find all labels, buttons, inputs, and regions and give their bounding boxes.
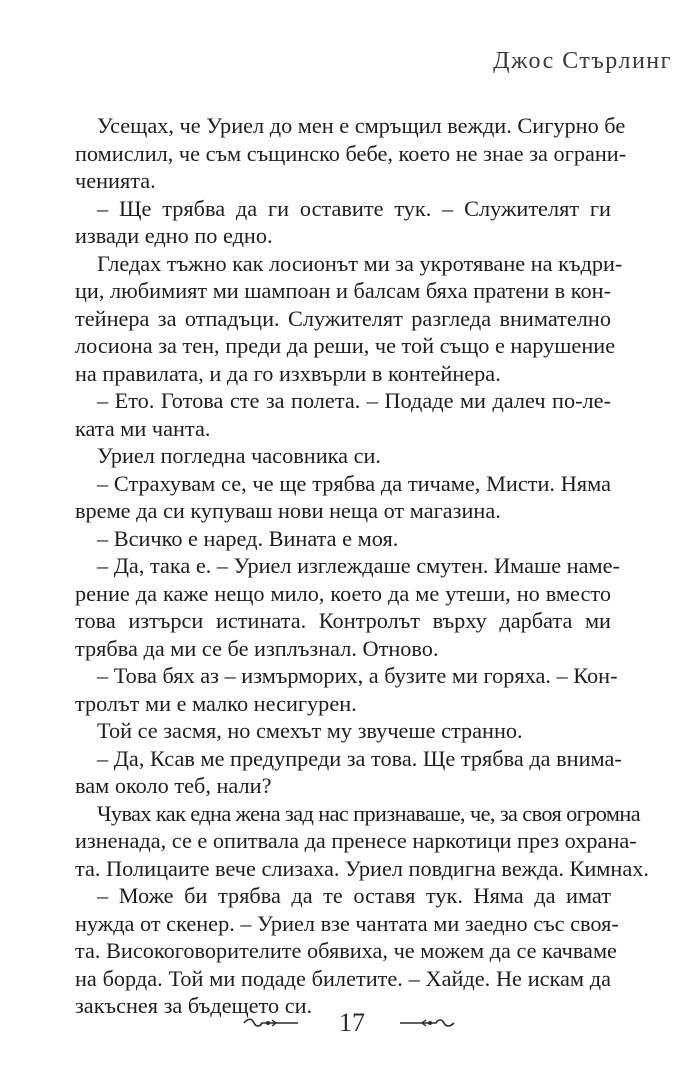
text-line: тролът ми е малко несигурен. [75, 690, 357, 716]
text-line: това изтърси истината. Контролът върху дарбата ми [75, 608, 611, 633]
text-line: вам около теб, нали? [75, 773, 272, 798]
text-line: та. Полицаите вече слизаха. Уриел повдигна вежда. Кимнах. [75, 855, 649, 881]
text-line: – Ето. Готова сте за полета. – Подаде ми далеч по-ле- [97, 388, 611, 413]
text-line: – Страхувам се, че ще трябва да тичаме, Мисти. Няма [97, 470, 611, 496]
text-line: на правилата, и да го изхвърли в контейнера. [75, 360, 501, 386]
text-line: ци, любимият ми шампоан и балсам бяха пратени в кон- [75, 278, 611, 303]
text-line: тейнера за отпадъци. Служителят разгледа внимателно [75, 305, 611, 331]
text-line: ченията. [75, 168, 156, 193]
text-line: нужда от скенер. – Уриел взе чантата ми заедно със своя- [75, 910, 619, 936]
text-line: време да си купуваш нови неща от магазина. [75, 498, 501, 523]
text-line: ката ми чанта. [75, 415, 211, 441]
text-line: – Ще трябва да ги оставите тук. – Служителят ги [97, 195, 611, 221]
text-line: рение да каже нещо мило, което да ме утеши, но вместо [75, 580, 611, 606]
text-line: Уриел погледна часовника си. [97, 443, 381, 468]
page-footer [0, 1004, 700, 1044]
text-line: та. Високоговорителите обявиха, че можем да се качваме [75, 938, 617, 963]
text-line: на борда. Той ми подаде билетите. – Хайде. Не искам да [75, 965, 611, 991]
text-line: Гледах тъжно как лосионът ми за укротяване на къдри- [97, 250, 623, 276]
text-line: – Може би трябва да те оставя тук. Няма да имат [97, 883, 611, 908]
text-line: помислил, че съм същинско бебе, което не знае за ограни- [75, 140, 627, 166]
text-line: – Да, така е. – Уриел изглеждаше смутен. Имаше наме- [97, 553, 620, 578]
text-line: закъснея за бъдещето си. [75, 993, 313, 1018]
running-head: Джос Стърлинг [493, 48, 672, 74]
text-line: – Това бях аз – измърморих, а бузите ми горяха. – Кон- [97, 663, 618, 688]
text-line: – Всичко е наред. Вината е моя. [97, 525, 399, 551]
text-line: лосиона за тен, преди да реши, че той също е нарушение [75, 333, 616, 358]
right-flourish-ornament-icon [396, 1014, 456, 1032]
text-line: извади едно по едно. [75, 223, 273, 248]
text-line: Той се засмя, но смехът му звучеше странно. [97, 718, 523, 743]
left-flourish-ornament-icon [242, 1014, 302, 1032]
page-number: 17 [339, 1008, 365, 1037]
text-line: Чувах как една жена зад нас признаваше, че, за своя огромна [97, 800, 641, 826]
text-line: – Да, Ксав ме предупреди за това. Ще трябва да внима- [97, 745, 622, 771]
body-text [75, 112, 649, 1020]
text-line: трябва да ми се бе изплъзнал. Отново. [75, 635, 439, 661]
text-line: изненада, се е опитвала да пренесе наркотици през охрана- [75, 828, 637, 853]
text-line: Усещах, че Уриел до мен е смръщил вежди. Сигурно бе [97, 113, 626, 138]
